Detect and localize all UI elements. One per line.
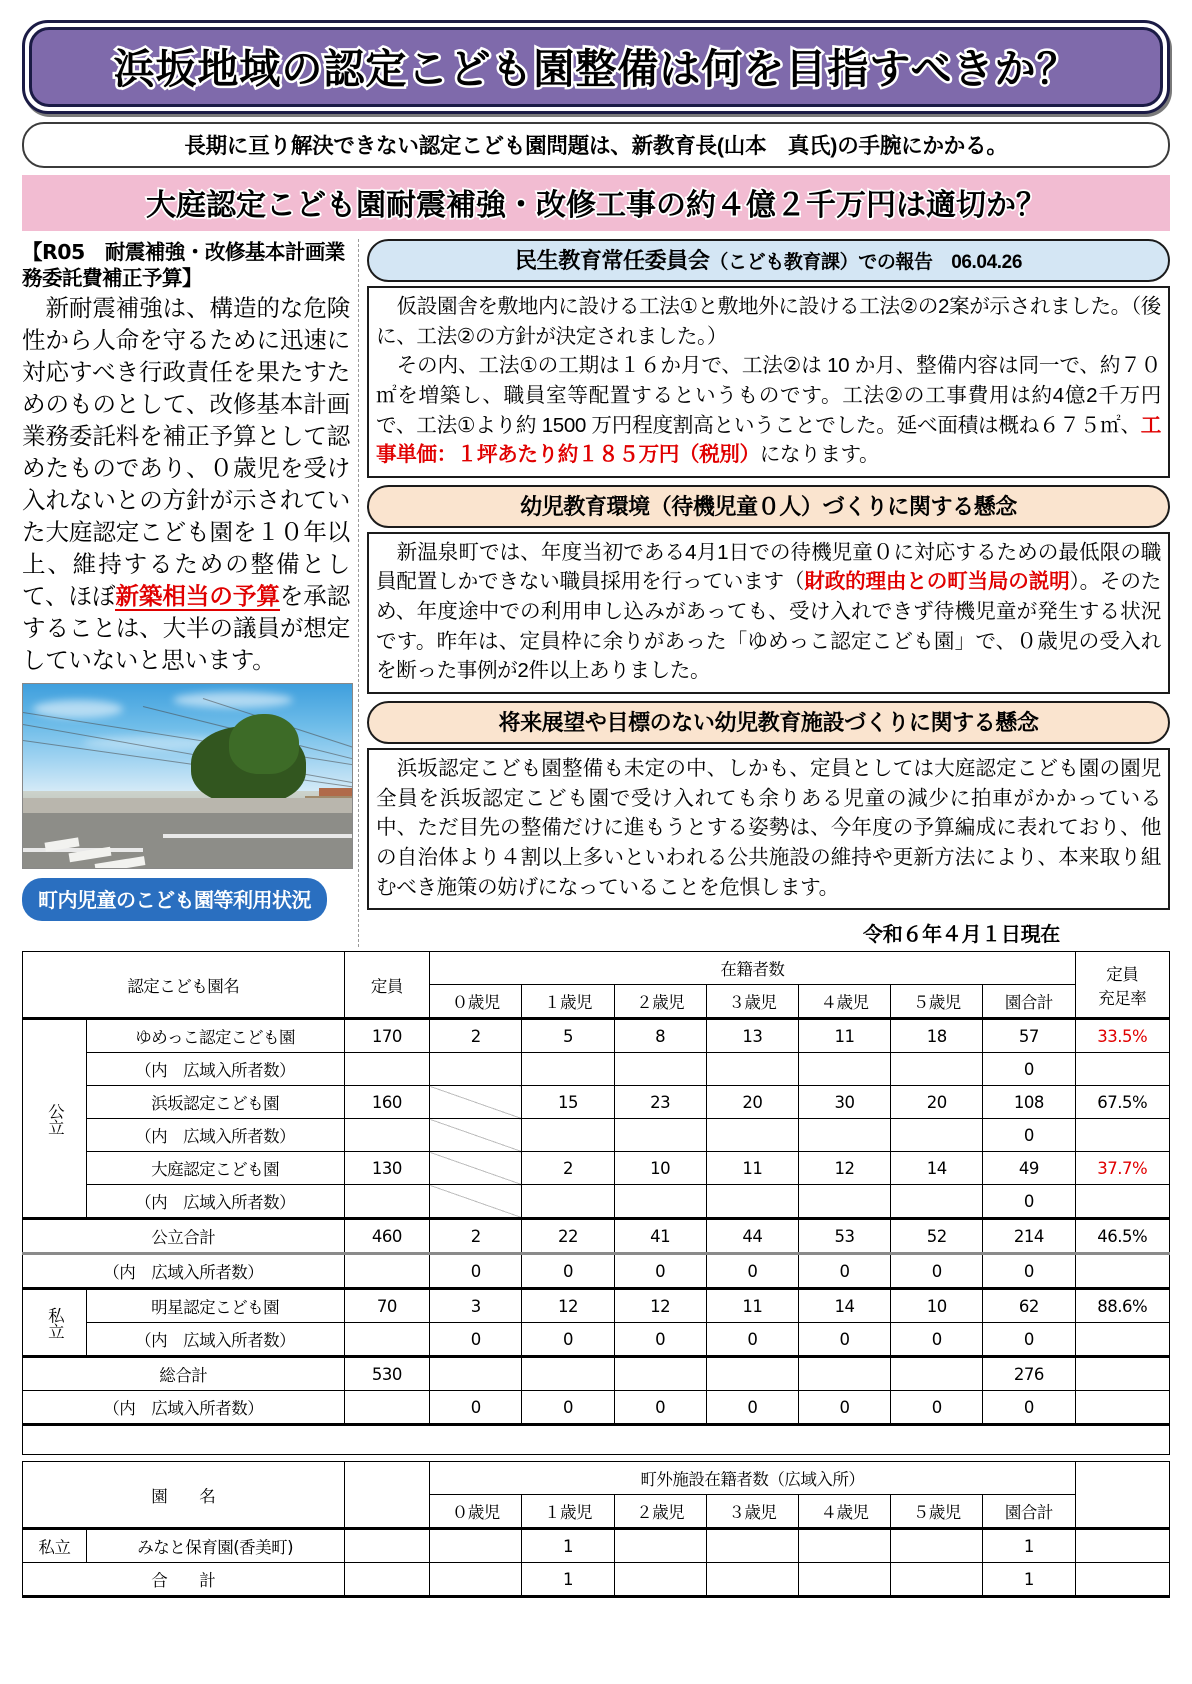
row-total: 62 (983, 1289, 1075, 1323)
th-age-total: 園合計 (983, 985, 1075, 1019)
row-capacity: 530 (344, 1357, 430, 1391)
row-age-3: 13 (706, 1019, 798, 1053)
sub-table-row (23, 1563, 1170, 1597)
left-body-part2: を承認することは、大半の議員が想定していないと思います。 (22, 583, 350, 673)
row-rate (1075, 1357, 1169, 1391)
row-age-4: 11 (798, 1019, 890, 1053)
row-capacity (344, 1391, 430, 1425)
section-1-body (367, 286, 1170, 478)
row-age-3: 11 (706, 1289, 798, 1323)
row-age-2 (614, 1185, 706, 1219)
as-of-date: 令和６年４月１日現在 (863, 924, 1060, 947)
th-school-name: 認定こども園名 (23, 952, 345, 1019)
row-total: 57 (983, 1019, 1075, 1053)
sub-th-tail (1075, 1462, 1169, 1529)
section-2-text-a: 新温泉町では、年度当初である4月1日での待機児童０に対応するための最低限の職員配置しかできない職員採用を行っています（ (376, 540, 1161, 594)
photo-caption-badge: 町内児童のこども園等利用状況 (22, 878, 327, 921)
row-total: 0 (983, 1185, 1075, 1219)
sub-table-row (23, 1529, 1170, 1563)
row-total: 214 (983, 1219, 1075, 1254)
row-age-1: 0 (522, 1254, 614, 1289)
sub-row-age-0 (430, 1563, 522, 1597)
th-age-0: ０歳児 (430, 985, 522, 1019)
row-capacity (344, 1119, 430, 1152)
row-age-5: 14 (891, 1152, 983, 1185)
row-age-1: 2 (522, 1152, 614, 1185)
row-age-0: 2 (430, 1019, 522, 1053)
row-age-1 (522, 1185, 614, 1219)
sub-row-tail (1075, 1563, 1169, 1597)
sub-row-age-2 (614, 1563, 706, 1597)
sub-row-name: 合 計 (23, 1563, 345, 1597)
table-row (23, 1019, 1170, 1053)
row-age-2: 8 (614, 1019, 706, 1053)
row-age-0: 0 (430, 1323, 522, 1357)
sub-th-group: 町外施設在籍者数（広域入所） (430, 1462, 1075, 1495)
sub-th-age-2: ２歳児 (614, 1495, 706, 1529)
row-age-4: 14 (798, 1289, 890, 1323)
row-age-5 (891, 1053, 983, 1086)
row-age-1 (522, 1357, 614, 1391)
row-capacity (344, 1254, 430, 1289)
row-total: 0 (983, 1119, 1075, 1152)
row-age-4: 0 (798, 1391, 890, 1425)
row-age-0: 3 (430, 1289, 522, 1323)
row-age-0 (430, 1119, 522, 1152)
sub-th-age-0: ０歳児 (430, 1495, 522, 1529)
th-age-1: １歳児 (522, 985, 614, 1019)
row-age-4 (798, 1185, 890, 1219)
row-rate (1075, 1323, 1169, 1357)
row-age-4 (798, 1119, 890, 1152)
sub-th-age-5: ５歳児 (891, 1495, 983, 1529)
table-row (23, 1086, 1170, 1119)
left-heading: 【R05 耐震補強・改修基本計画業務委託費補正予算】 (22, 240, 345, 291)
sub-th-age-total: 園合計 (983, 1495, 1075, 1529)
section-2-heading: 幼児教育環境（待機児童０人）づくりに関する懸念 (367, 485, 1170, 528)
group-label-public: 公立 (23, 1019, 87, 1219)
row-capacity (344, 1053, 430, 1086)
row-age-3: 0 (706, 1323, 798, 1357)
table-row-public-total (23, 1219, 1170, 1254)
row-total: 0 (983, 1254, 1075, 1289)
spacer-cell (23, 1425, 1170, 1455)
row-age-5: 0 (891, 1391, 983, 1425)
row-age-2 (614, 1119, 706, 1152)
row-capacity: 160 (344, 1086, 430, 1119)
table-row-grand-total (23, 1357, 1170, 1391)
row-name: 浜坂認定こども園 (86, 1086, 344, 1119)
row-age-2: 10 (614, 1152, 706, 1185)
row-total: 0 (983, 1323, 1075, 1357)
row-age-3: 44 (706, 1219, 798, 1254)
sub-row-age-1: 1 (522, 1529, 614, 1563)
row-age-3 (706, 1185, 798, 1219)
section-2-para-1 (376, 538, 1161, 686)
row-age-5 (891, 1185, 983, 1219)
left-body-highlight: 新築相当の予算 (115, 583, 280, 610)
row-rate (1075, 1254, 1169, 1289)
th-age-2: ２歳児 (614, 985, 706, 1019)
row-age-0 (430, 1357, 522, 1391)
section-2-text-red: 財政的理由との町当局の説明 (804, 570, 1070, 594)
row-age-3 (706, 1357, 798, 1391)
kindergarten-photo (22, 683, 353, 869)
row-capacity: 70 (344, 1289, 430, 1323)
left-body-part1: 新耐震補強は、構造的な危険性から人命を守るために迅速に対応すべき行政責任を果たすためのものとして、改修基本計画業務委託料を補正予算として認めたものであり、０歳児を受け入れないとの方針が示されていた大庭認定こども園を１０年以上、維持するための整備として、ほぼ (22, 295, 350, 610)
row-age-0 (430, 1053, 522, 1086)
row-age-2: 23 (614, 1086, 706, 1119)
section-3-body (367, 748, 1170, 910)
row-rate (1075, 1053, 1169, 1086)
row-total: 0 (983, 1391, 1075, 1425)
right-column (367, 239, 1170, 947)
row-age-0: 2 (430, 1219, 522, 1254)
sub-row-age-3 (706, 1563, 798, 1597)
row-age-3: 20 (706, 1086, 798, 1119)
section-1-title-sub: （こども教育課）での報告 06.04.26 (709, 252, 1022, 273)
row-age-3: 0 (706, 1254, 798, 1289)
table-spacer-band (23, 1425, 1170, 1455)
row-name: 総合計 (23, 1357, 345, 1391)
section-2-text-b: ）。そのため、年度途中での利用申し込みがあっても、受け入れできず待機児童が発生する状況です。昨年は、定員枠に余りがあった「ゆめっこ認定こども園」で、０歳児の受入れを断った事例が2件以上ありました。 (376, 570, 1161, 683)
sub-header-row-1 (23, 1462, 1170, 1495)
column-divider (358, 239, 359, 947)
sub-table-wrap (0, 1461, 1192, 1598)
row-name: （内 広域入所者数） (86, 1053, 344, 1086)
th-fill-rate: 定員 充足率 (1075, 952, 1169, 1019)
table-row (23, 1185, 1170, 1219)
row-age-1 (522, 1053, 614, 1086)
table-row (23, 1289, 1170, 1323)
row-rate (1075, 1391, 1169, 1425)
row-name: （内 広域入所者数） (86, 1185, 344, 1219)
th-age-4: ４歳児 (798, 985, 890, 1019)
row-age-2 (614, 1053, 706, 1086)
main-title-frame (22, 20, 1170, 114)
row-age-1: 22 (522, 1219, 614, 1254)
sub-row-blank (344, 1563, 430, 1597)
row-age-0 (430, 1152, 522, 1185)
section-3-heading: 将来展望や目標のない幼児教育施設づくりに関する懸念 (367, 701, 1170, 744)
th-age-3: ３歳児 (706, 985, 798, 1019)
row-age-1: 0 (522, 1391, 614, 1425)
section-3-para-1: 浜坂認定こども園整備も未定の中、しかも、定員としては大庭認定こども園の園児全員を浜坂認定こども園で受け入れても余りある児童の減少に拍車がかかっている中、ただ目先の整備だけに進もうとする姿勢は、今年度の予算編成に表れており、他の自治体より４割以上多いといわれる公共施設の維持や更新方法により、本来取り組むべき施策の妨げになっていることを危惧します。 (376, 757, 1161, 899)
row-age-4: 53 (798, 1219, 890, 1254)
row-age-5 (891, 1357, 983, 1391)
row-age-3: 11 (706, 1152, 798, 1185)
th-enrolled-group: 在籍者数 (430, 952, 1075, 985)
row-rate: 33.5% (1075, 1019, 1169, 1053)
row-age-5: 0 (891, 1254, 983, 1289)
row-name: （内 広域入所者数） (86, 1119, 344, 1152)
row-total: 108 (983, 1086, 1075, 1119)
sub-row-total: 1 (983, 1529, 1075, 1563)
sub-th-age-4: ４歳児 (798, 1495, 890, 1529)
section-1-heading (367, 239, 1170, 282)
table-row (23, 1152, 1170, 1185)
section-1-red-tail: になります。 (759, 443, 880, 467)
sub-row-age-1: 1 (522, 1563, 614, 1597)
sub-row-blank (344, 1529, 430, 1563)
sub-row-age-4 (798, 1563, 890, 1597)
row-age-4 (798, 1357, 890, 1391)
row-name: 大庭認定こども園 (86, 1152, 344, 1185)
subtitle-banner: 長期に亘り解決できない認定こども園問題は、新教育長(山本 真氏)の手腕にかかる。 (22, 122, 1170, 168)
row-rate (1075, 1119, 1169, 1152)
sub-row-total: 1 (983, 1563, 1075, 1597)
row-name: （内 広域入所者数） (23, 1391, 345, 1425)
row-capacity (344, 1185, 430, 1219)
section-1-title-main: 民生教育常任委員会 (515, 248, 710, 273)
row-age-4: 0 (798, 1323, 890, 1357)
sub-row-age-0 (430, 1529, 522, 1563)
row-age-2 (614, 1357, 706, 1391)
row-age-1 (522, 1119, 614, 1152)
body-columns (22, 239, 1170, 947)
row-rate: 37.7% (1075, 1152, 1169, 1185)
section-1-para-2 (376, 351, 1161, 470)
section-1-para-2-text: その内、工法①の工期は１６か月で、工法②は 10 か月、整備内容は同一で、約７０㎡を増築し、職員室等配置するというものです。工法②の工事費用は約4億2千万円で、工法①より約 1500 万円程度割高ということでした。延べ面積は概ね６７５㎡、 (376, 354, 1161, 437)
sub-row-name: みなと保育園(香美町) (86, 1529, 344, 1563)
sub-th-name: 園 名 (23, 1462, 345, 1529)
row-age-2: 0 (614, 1391, 706, 1425)
sub-row-tail (1075, 1529, 1169, 1563)
left-column (22, 239, 358, 947)
row-age-0 (430, 1086, 522, 1119)
sub-row-age-3 (706, 1529, 798, 1563)
row-age-3: 0 (706, 1391, 798, 1425)
table-row-grand-total-sub (23, 1391, 1170, 1425)
row-total: 276 (983, 1357, 1075, 1391)
row-capacity: 170 (344, 1019, 430, 1053)
table-header-row-1 (23, 952, 1170, 985)
th-capacity: 定員 (344, 952, 430, 1019)
row-capacity (344, 1323, 430, 1357)
sub-row-age-4 (798, 1529, 890, 1563)
row-total: 49 (983, 1152, 1075, 1185)
row-rate: 67.5% (1075, 1086, 1169, 1119)
left-body (22, 293, 350, 676)
row-age-2: 12 (614, 1289, 706, 1323)
sub-row-age-5 (891, 1529, 983, 1563)
row-age-3 (706, 1053, 798, 1086)
outside-town-table (22, 1461, 1170, 1598)
sub-th-age-3: ３歳児 (706, 1495, 798, 1529)
row-total: 0 (983, 1053, 1075, 1086)
group-label-private: 私立 (23, 1289, 87, 1357)
sub-th-age-1: １歳児 (522, 1495, 614, 1529)
table-row (23, 1053, 1170, 1086)
row-age-0: 0 (430, 1254, 522, 1289)
row-age-5: 0 (891, 1323, 983, 1357)
enrollment-table (22, 951, 1170, 1455)
row-age-5: 20 (891, 1086, 983, 1119)
row-rate (1075, 1185, 1169, 1219)
table-row (23, 1323, 1170, 1357)
row-age-0 (430, 1185, 522, 1219)
row-age-1: 12 (522, 1289, 614, 1323)
row-age-5 (891, 1119, 983, 1152)
table-row-public-total-sub (23, 1254, 1170, 1289)
row-name: （内 広域入所者数） (23, 1254, 345, 1289)
section-1-red-line: 工事単価：１坪あたり約１８５万円（税別） (376, 413, 1161, 467)
row-rate: 46.5% (1075, 1219, 1169, 1254)
sub-th-blank (344, 1462, 430, 1529)
row-age-5: 52 (891, 1219, 983, 1254)
row-age-4: 30 (798, 1086, 890, 1119)
pink-banner-text: 大庭認定こども園耐震補強・改修工事の約４億２千万円は適切か？ (146, 189, 1046, 222)
row-age-2: 41 (614, 1219, 706, 1254)
row-age-1: 15 (522, 1086, 614, 1119)
page-title: 浜坂地域の認定こども園整備は何を目指すべきか？ (113, 46, 1079, 92)
row-name: 公立合計 (23, 1219, 345, 1254)
row-capacity: 460 (344, 1219, 430, 1254)
sub-row-age-5 (891, 1563, 983, 1597)
row-rate: 88.6% (1075, 1289, 1169, 1323)
row-age-1: 5 (522, 1019, 614, 1053)
sub-row-age-2 (614, 1529, 706, 1563)
row-age-3 (706, 1119, 798, 1152)
row-age-2: 0 (614, 1254, 706, 1289)
main-title-band (29, 27, 1163, 107)
section-1-para-1: 仮設園舎を敷地内に設ける工法①と敷地外に設ける工法②の2案が示されました。（後に、工法②の方針が決定されました。） (376, 295, 1161, 348)
row-capacity: 130 (344, 1152, 430, 1185)
row-age-4: 0 (798, 1254, 890, 1289)
row-age-5: 10 (891, 1289, 983, 1323)
pink-banner (22, 175, 1170, 231)
row-age-2: 0 (614, 1323, 706, 1357)
main-table-wrap (0, 951, 1192, 1455)
row-age-5: 18 (891, 1019, 983, 1053)
th-age-5: ５歳児 (891, 985, 983, 1019)
row-age-4 (798, 1053, 890, 1086)
row-name: （内 広域入所者数） (86, 1323, 344, 1357)
section-2-body (367, 532, 1170, 694)
row-name: 明星認定こども園 (86, 1289, 344, 1323)
row-age-0: 0 (430, 1391, 522, 1425)
row-age-1: 0 (522, 1323, 614, 1357)
sub-row-group: 私立 (23, 1529, 87, 1563)
row-age-4: 12 (798, 1152, 890, 1185)
table-row (23, 1119, 1170, 1152)
row-name: ゆめっこ認定こども園 (86, 1019, 344, 1053)
